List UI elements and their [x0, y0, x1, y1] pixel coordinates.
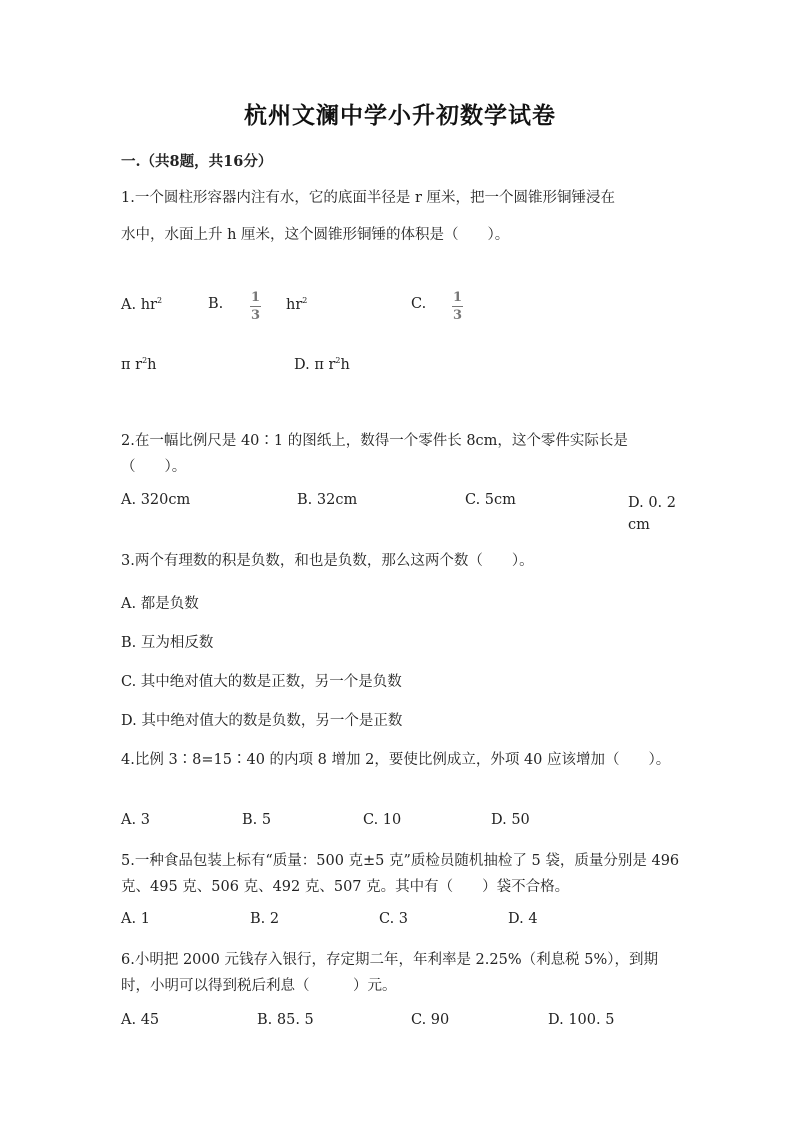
question-6: 6.小明把 2000 元钱存入银行，存定期二年，年利率是 2.25%（利息税 5%），到期时，小明可以得到税后利息（ ）元。: [121, 952, 658, 994]
q5-option-b: B. 2: [250, 911, 280, 927]
q1-option-a: [121, 296, 162, 313]
q4-option-d: D. 50: [491, 812, 530, 828]
question-2: 2.在一幅比例尺是 40∶1 的图纸上，数得一个零件长 8cm，这个零件实际长是（ ）。: [121, 433, 628, 475]
question-4: 4.比例 3∶8=15∶40 的内项 8 增加 2，要使比例成立，外项 40 应该增加（ ）。: [121, 752, 671, 768]
q6-option-b: B. 85. 5: [257, 1012, 314, 1028]
q4-option-c: C. 10: [363, 812, 402, 828]
q1-option-c-denominator: 3: [452, 308, 463, 323]
q3-option-d: D. 其中绝对值大的数是负数，另一个是正数: [121, 713, 403, 729]
page-title: 杭州文澜中学小升初数学试卷: [244, 102, 556, 129]
q1-option-a-sup: 2: [156, 296, 163, 305]
q1-option-a-text: A. hr: [121, 297, 157, 313]
q3-option-b: B. 互为相反数: [121, 635, 214, 651]
q1-option-b-tail-text: hr: [286, 297, 303, 313]
fraction-bar: [452, 306, 463, 307]
q6-option-c: C. 90: [411, 1012, 450, 1028]
question-1-line-2: 水中，水面上升 h 厘米，这个圆锥形铜锤的体积是（ ）。: [121, 227, 510, 243]
q3-option-a: A. 都是负数: [121, 596, 199, 612]
q1-option-b-sup: 2: [302, 296, 308, 305]
q1-option-b-fraction: [250, 290, 261, 323]
q2-option-c: C. 5cm: [465, 492, 516, 508]
q2-option-a: A. 320cm: [121, 492, 191, 508]
q1-option-b-label: B.: [208, 296, 224, 312]
q1-option-c-fraction: [452, 290, 463, 323]
q1-option-c-label: C.: [411, 296, 427, 312]
q5-option-d: D. 4: [508, 911, 538, 927]
q1-option-c-sup: 2: [142, 356, 148, 365]
q1-option-b-numerator: 1: [250, 290, 261, 305]
q6-option-a: A. 45: [121, 1012, 160, 1028]
question-5: 5.一种食品包装上标有“质量：500 克±5 克”质检员随机抽检了 5 袋，质量分别是 496 克、495 克、506 克、492 克、507 克。其中有（ ）袋不合格。: [121, 853, 680, 895]
q1-option-c-numerator: 1: [452, 290, 463, 305]
question-3: 3.两个有理数的积是负数，和也是负数，那么这两个数（ ）。: [121, 553, 534, 569]
q1-option-d-sup: 2: [335, 356, 341, 365]
q4-option-a: A. 3: [121, 812, 150, 828]
q1-option-c-tail-text: π r: [121, 357, 143, 373]
q1-option-d-text: D. π r: [294, 357, 336, 373]
q2-option-b: B. 32cm: [297, 492, 358, 508]
q1-option-b-denominator: 3: [250, 308, 261, 323]
q3-option-c: C. 其中绝对值大的数是正数，另一个是负数: [121, 674, 402, 690]
q1-option-d-tail: h: [340, 357, 350, 373]
q1-option-d: [294, 356, 350, 373]
q1-option-c-tail-h: h: [147, 357, 157, 373]
q2-option-d: D. 0. 2cm: [628, 495, 676, 533]
question-1-line-1: 1.一个圆柱形容器内注有水，它的底面半径是 r 厘米，把一个圆锥形铜锤浸在: [121, 190, 615, 206]
q6-option-d: D. 100. 5: [548, 1012, 615, 1028]
q5-option-a: A. 1: [121, 911, 150, 927]
q4-option-b: B. 5: [242, 812, 272, 828]
q1-option-b-tail: [286, 296, 307, 313]
fraction-bar: [250, 306, 261, 307]
section-header: 一.（共8题，共16分）: [121, 153, 273, 170]
q5-option-c: C. 3: [379, 911, 409, 927]
q1-option-c-tail: [121, 356, 157, 373]
